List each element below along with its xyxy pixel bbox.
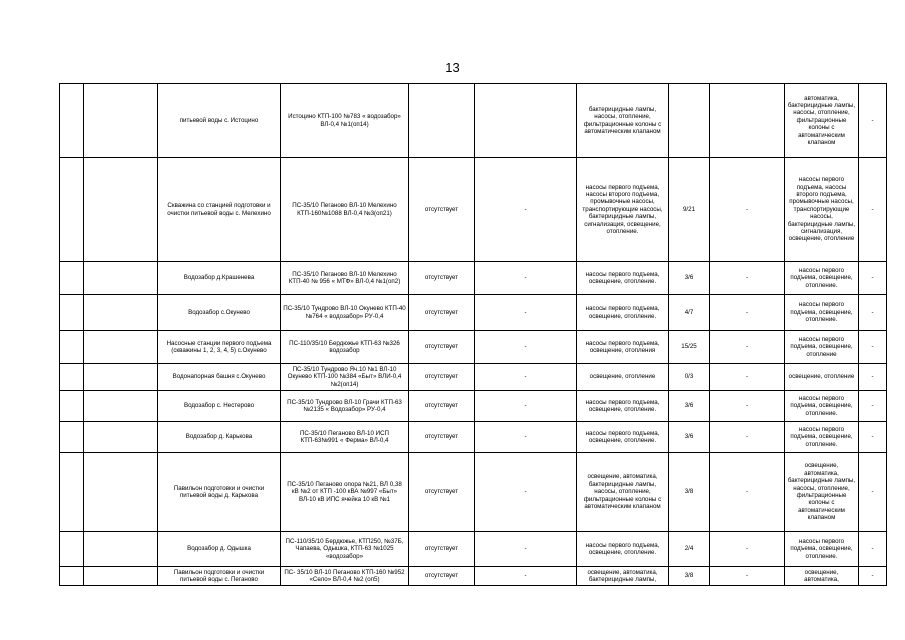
substation-cell: отсутствует <box>409 331 475 364</box>
power-source-cell: ПС-35/10 Пеганово ВЛ-10 ИСП КТП-63№991 « Ферма» ВЛ-0,4 <box>281 422 409 453</box>
empty-cell <box>84 567 158 586</box>
dash-cell <box>710 84 785 158</box>
empty-cell <box>60 532 84 567</box>
last-cell: - <box>859 364 887 391</box>
ratio-cell: 9/21 <box>669 158 710 262</box>
last-cell: - <box>859 567 887 586</box>
substation-cell: отсутствует <box>409 532 475 567</box>
ratio-cell: 3/8 <box>669 453 710 532</box>
empty-cell <box>60 567 84 586</box>
substation-cell: отсутствует <box>409 422 475 453</box>
backup-cell: - <box>475 422 577 453</box>
dash-cell: - <box>710 422 785 453</box>
backup-cell: - <box>475 453 577 532</box>
ratio-cell: 15/25 <box>669 331 710 364</box>
critical-consumers-cell: освещение, отопление <box>785 364 859 391</box>
dash-cell: - <box>710 295 785 331</box>
critical-consumers-cell: насосы первого подъема, освещение, отопление. <box>785 422 859 453</box>
ratio-cell: 3/6 <box>669 262 710 295</box>
last-cell: - <box>859 295 887 331</box>
facility-name-cell: Павильон подготовки и очистки питьевой воды д. Карькова <box>158 453 281 532</box>
dash-cell: - <box>710 331 785 364</box>
empty-cell <box>84 158 158 262</box>
empty-cell <box>84 453 158 532</box>
empty-cell <box>60 262 84 295</box>
dash-cell: - <box>710 364 785 391</box>
substation-cell: отсутствует <box>409 364 475 391</box>
power-source-cell: ПС-35/10 Пеганово ВЛ-10 Мелехино КТП-40 № 956 « МТФ» ВЛ-0,4 №1(оп2) <box>281 262 409 295</box>
ratio-cell: 3/8 <box>669 567 710 586</box>
empty-cell <box>60 84 84 158</box>
ratio-cell: 4/7 <box>669 295 710 331</box>
table-row <box>60 295 887 331</box>
ratio-cell: 3/6 <box>669 422 710 453</box>
power-source-cell: ПС-35/10 Тундрово Яч.10 №1 ВЛ-10 Окунево КТП-100 №384 «Быт» ВЛИ-0,4 №2(оп14) <box>281 364 409 391</box>
facility-name-cell: Водозабор с. Нестерово <box>158 391 281 422</box>
critical-consumers-cell: освещение, автоматика, бактерицидные лампы, насосы, отопление, фильтрационные колоны с автоматическим клапаном <box>785 453 859 532</box>
table-row <box>60 84 887 158</box>
dash-cell: - <box>710 158 785 262</box>
consumers-cell: насосы первого подъема, освещение, отопление. <box>577 532 669 567</box>
consumers-cell: насосы первого подъема, освещение, отопление. <box>577 422 669 453</box>
table-row <box>60 262 887 295</box>
backup-cell: - <box>475 331 577 364</box>
critical-consumers-cell: насосы первого подъема, освещение, отопление. <box>785 262 859 295</box>
substation-cell: отсутствует <box>409 262 475 295</box>
empty-cell <box>60 422 84 453</box>
last-cell: - <box>859 158 887 262</box>
empty-cell <box>60 391 84 422</box>
substation-cell: отсутствует <box>409 453 475 532</box>
dash-cell: - <box>710 391 785 422</box>
empty-cell <box>84 391 158 422</box>
consumers-cell: насосы первого подъема, освещение, отопление. <box>577 391 669 422</box>
last-cell: - <box>859 331 887 364</box>
empty-cell <box>60 364 84 391</box>
facility-name-cell: Водозабор д. Одышка <box>158 532 281 567</box>
empty-cell <box>84 331 158 364</box>
empty-cell <box>60 331 84 364</box>
facility-name-cell: Водонапорная башня с.Окунево <box>158 364 281 391</box>
ratio-cell <box>669 84 710 158</box>
facilities-table <box>59 83 887 586</box>
dash-cell: - <box>710 567 785 586</box>
power-source-cell: ПС-35/10 Тундрово ВЛ-10 Грачи КТП-63 №2135 « Водозабор» РУ-0,4 <box>281 391 409 422</box>
critical-consumers-cell: освещение, автоматика, <box>785 567 859 586</box>
backup-cell: - <box>475 532 577 567</box>
critical-consumers-cell: насосы первого подъема, освещение, отопление. <box>785 295 859 331</box>
last-cell: - <box>859 532 887 567</box>
backup-cell: - <box>475 567 577 586</box>
last-cell: - <box>859 262 887 295</box>
facility-name-cell: Водозабор д. Карькова <box>158 422 281 453</box>
backup-cell <box>475 84 577 158</box>
critical-consumers-cell: насосы первого подъема, освещение, отопление <box>785 331 859 364</box>
last-cell: - <box>859 391 887 422</box>
consumers-cell: насосы первого подъема, освещение, отопление. <box>577 295 669 331</box>
backup-cell: - <box>475 391 577 422</box>
critical-consumers-cell: насосы первого подъема, освещение, отопление. <box>785 391 859 422</box>
table-body <box>60 84 887 586</box>
facility-name-cell: Скважина со станцией подготовки и очистки питьевой воды с. Мелехино <box>158 158 281 262</box>
last-cell: - <box>859 453 887 532</box>
table-row <box>60 532 887 567</box>
power-source-cell: ПС-35/10 Тундрово ВЛ-10 Окунево КТП-40 №764 « водозабор» РУ-0,4 <box>281 295 409 331</box>
facility-name-cell: Насосные станции первого подъема (скважины 1, 2, 3, 4, 5) с.Окунево <box>158 331 281 364</box>
consumers-cell: освещение, автоматика, бактерицидные лампы, насосы, отопление, фильтрационные колоны с автоматическим клапаном <box>577 453 669 532</box>
consumers-cell: насосы первого подъема, насосы второго подъема, промывочные насосы, транспортирующие насосы, бактерицидные лампы, сигнализация, освещение, отопление. <box>577 158 669 262</box>
consumers-cell: освещение, отопление <box>577 364 669 391</box>
empty-cell <box>60 158 84 262</box>
page-number: 13 <box>445 60 460 75</box>
table-row <box>60 391 887 422</box>
power-source-cell: ПС-35/10 Пеганово ВЛ-10 Мелехино КТП-160№1088 ВЛ-0,4 №3(оп21) <box>281 158 409 262</box>
power-source-cell: ПС-110/35/10 Бердюжье, КТП250, №37Б, Чапаева, Одышка, КТП-63 №1025 «водозабор» <box>281 532 409 567</box>
ratio-cell: 0/3 <box>669 364 710 391</box>
substation-cell: отсутствует <box>409 567 475 586</box>
substation-cell: отсутствует <box>409 295 475 331</box>
table-row <box>60 364 887 391</box>
substation-cell: отсутствует <box>409 158 475 262</box>
empty-cell <box>84 262 158 295</box>
critical-consumers-cell: насосы первого подъема, насосы второго подъема, промывочные насосы, транспортирующие насосы, бактерицидные лампы, сигнализация, освещение, отопление <box>785 158 859 262</box>
empty-cell <box>84 422 158 453</box>
ratio-cell: 2/4 <box>669 532 710 567</box>
power-source-cell: ПС- 35/10 ВЛ-10 Пеганово КТП-160 №952 «Село» ВЛ-0,4 №2 (оп5) <box>281 567 409 586</box>
power-source-cell: Истоцино КТП-100 №783 « водозабор» ВЛ-0,4 №1(оп14) <box>281 84 409 158</box>
last-cell: - <box>859 422 887 453</box>
empty-cell <box>60 295 84 331</box>
facility-name-cell: Павильон подготовки и очистки питьевой воды с. Пеганово <box>158 567 281 586</box>
consumers-cell: насосы первого подъема, освещение, отопление. <box>577 262 669 295</box>
empty-cell <box>84 84 158 158</box>
empty-cell <box>84 532 158 567</box>
table-row <box>60 331 887 364</box>
ratio-cell: 3/6 <box>669 391 710 422</box>
backup-cell: - <box>475 364 577 391</box>
substation-cell: отсутствует <box>409 391 475 422</box>
dash-cell: - <box>710 532 785 567</box>
power-source-cell: ПС-35/10 Пеганово опора №21, ВЛ 0,38 кВ №2 от КТП -100 кВА №997 «Быт» ВЛ-10 кВ ИПС ячейка 10 кВ №1 <box>281 453 409 532</box>
critical-consumers-cell: насосы первого подъема, освещение, отопление. <box>785 532 859 567</box>
critical-consumers-cell: автоматика, бактерицидные лампы, насосы, отопление, фильтрационные колоны с автоматическим клапаном <box>785 84 859 158</box>
facility-name-cell: Водозабор с.Окунево <box>158 295 281 331</box>
dash-cell: - <box>710 262 785 295</box>
last-cell: - <box>859 84 887 158</box>
empty-cell <box>60 453 84 532</box>
table-row <box>60 158 887 262</box>
consumers-cell: насосы первого подъема, освещение, отопления <box>577 331 669 364</box>
substation-cell <box>409 84 475 158</box>
facility-name-cell: питьевой воды с. Истоцино <box>158 84 281 158</box>
backup-cell: - <box>475 295 577 331</box>
dash-cell: - <box>710 453 785 532</box>
facility-name-cell: Водозабор д.Крашенева <box>158 262 281 295</box>
backup-cell: - <box>475 262 577 295</box>
empty-cell <box>84 364 158 391</box>
consumers-cell: освещение, автоматика, бактерицидные лампы, <box>577 567 669 586</box>
backup-cell: - <box>475 158 577 262</box>
table-row <box>60 422 887 453</box>
table-row <box>60 453 887 532</box>
power-source-cell: ПС-110/35/10 Бердюжье КТП-63 №326 водозабор <box>281 331 409 364</box>
table-row <box>60 567 887 586</box>
consumers-cell: бактерицидные лампы, насосы, отопление, фильтрационные колоны с автоматическим клапаном <box>577 84 669 158</box>
empty-cell <box>84 295 158 331</box>
